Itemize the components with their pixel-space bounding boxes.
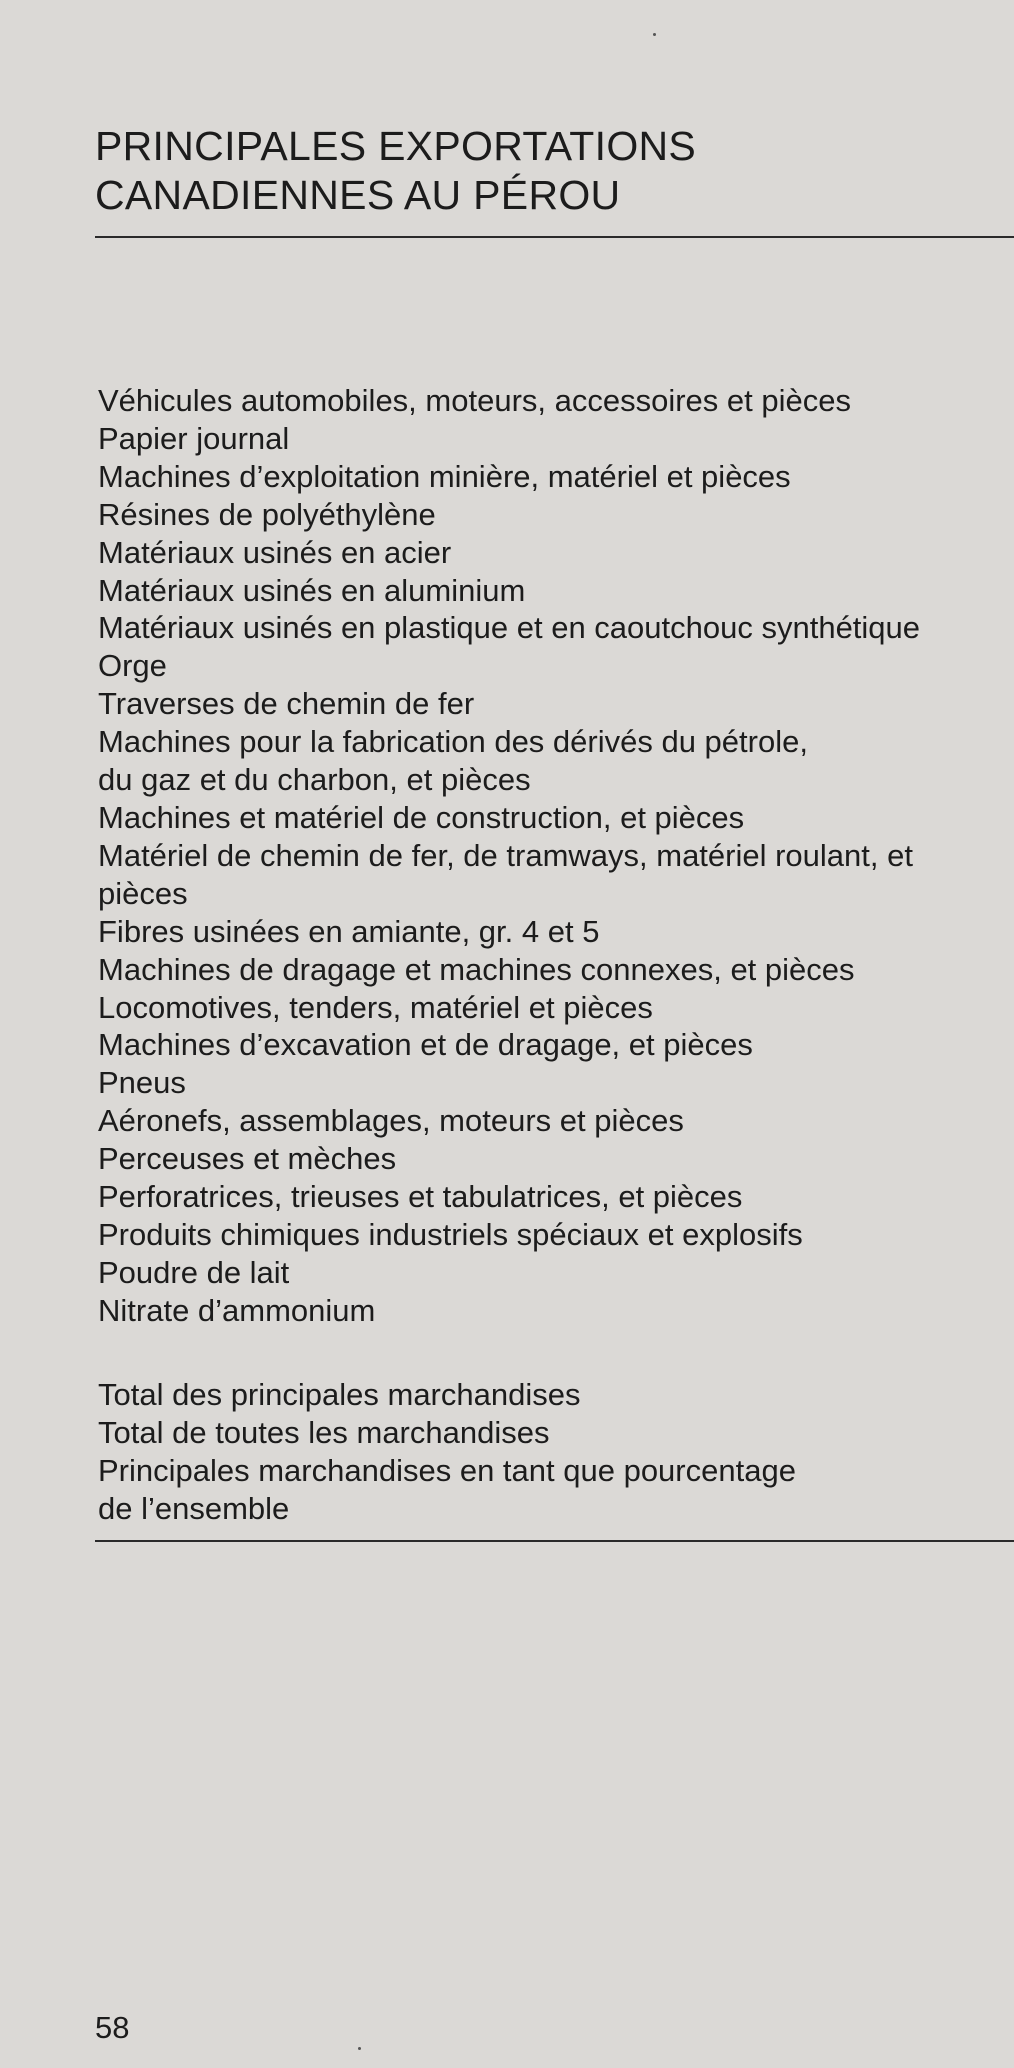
export-item bbox=[98, 382, 1014, 420]
export-item-text: Machines d’excavation et de dragage, et pièces bbox=[98, 1027, 753, 1063]
export-item bbox=[98, 1254, 1014, 1292]
total-item bbox=[98, 1452, 1014, 1528]
total-item-text: de l’ensemble bbox=[98, 1491, 290, 1526]
export-item-text: Machines de dragage et machines connexes, et pièces bbox=[98, 951, 855, 987]
total-item bbox=[98, 1376, 1014, 1414]
export-item-text: Fibres usinées en amiante, gr. 4 et 5 bbox=[98, 913, 600, 949]
total-item-text: Total de toutes les marchandises bbox=[98, 1415, 550, 1450]
export-item-text: Matériel de chemin de fer, de tramways, matériel roulant, et bbox=[98, 837, 913, 873]
export-item bbox=[98, 1026, 1014, 1064]
export-item-text: Matériaux usinés en acier bbox=[98, 534, 452, 570]
export-item bbox=[98, 1064, 1014, 1102]
export-item-text: Machines pour la fabrication des dérivés du pétrole, bbox=[98, 724, 808, 760]
title-line-2: CANADIENNES AU PÉROU bbox=[95, 172, 621, 218]
exports-list bbox=[98, 382, 1014, 1330]
export-item-text: Perceuses et mèches bbox=[98, 1141, 397, 1177]
export-item bbox=[98, 609, 1014, 647]
export-item-text: Véhicules automobiles, moteurs, accessoires et pièces bbox=[98, 383, 851, 418]
total-item-text: Total des principales marchandises bbox=[98, 1377, 581, 1412]
total-item bbox=[98, 1414, 1014, 1452]
export-item-text: Nitrate d’ammonium bbox=[98, 1292, 376, 1328]
export-item bbox=[98, 837, 1014, 913]
export-item bbox=[98, 1178, 1014, 1216]
export-item bbox=[98, 572, 1014, 610]
export-item bbox=[98, 951, 1014, 989]
title-line-1: PRINCIPALES EXPORTATIONS bbox=[95, 123, 697, 169]
export-item bbox=[98, 989, 1014, 1027]
export-item bbox=[98, 420, 1014, 458]
export-item-text: Matériaux usinés en plastique et en caoutchouc synthétique bbox=[98, 610, 921, 646]
export-item-text: Pneus bbox=[98, 1065, 186, 1101]
export-item bbox=[98, 534, 1014, 572]
title-divider bbox=[95, 236, 1014, 238]
export-item bbox=[98, 1140, 1014, 1178]
export-item bbox=[98, 913, 1014, 951]
export-item-text: Perforatrices, trieuses et tabulatrices, et pièces bbox=[98, 1179, 743, 1215]
export-item-text: pièces bbox=[98, 875, 188, 911]
export-item bbox=[98, 1292, 1014, 1330]
export-item bbox=[98, 1102, 1014, 1140]
export-item bbox=[98, 458, 1014, 496]
export-item-text: Aéronefs, assemblages, moteurs et pièces bbox=[98, 1103, 684, 1139]
speck-mark bbox=[653, 33, 656, 36]
export-item bbox=[98, 1216, 1014, 1254]
export-item bbox=[98, 647, 1014, 685]
page-number: 58 bbox=[95, 2010, 130, 2045]
export-item bbox=[98, 496, 1014, 534]
export-item-text: Traverses de chemin de fer bbox=[98, 686, 475, 722]
total-item-text: Principales marchandises en tant que pourcentage bbox=[98, 1453, 796, 1488]
export-item-text: Orge bbox=[98, 648, 167, 684]
export-item bbox=[98, 723, 1014, 799]
export-item bbox=[98, 799, 1014, 837]
table-bottom-divider bbox=[95, 1540, 1014, 1542]
export-item-text: Résines de polyéthylène bbox=[98, 496, 436, 532]
export-item-text: Locomotives, tenders, matériel et pièces bbox=[98, 989, 653, 1025]
export-item-text: du gaz et du charbon, et pièces bbox=[98, 762, 531, 798]
export-item-text: Produits chimiques industriels spéciaux et explosifs bbox=[98, 1216, 803, 1252]
export-item-text: Poudre de lait bbox=[98, 1254, 290, 1290]
export-item-text: Machines et matériel de construction, et pièces bbox=[98, 799, 745, 835]
export-item-text: Papier journal bbox=[98, 420, 290, 456]
page-title bbox=[95, 122, 696, 220]
export-item-text: Machines d’exploitation minière, matériel et pièces bbox=[98, 458, 791, 494]
export-item-text: Matériaux usinés en aluminium bbox=[98, 572, 526, 608]
speck-mark bbox=[358, 2047, 361, 2050]
export-item bbox=[98, 685, 1014, 723]
totals-list bbox=[98, 1376, 1014, 1528]
